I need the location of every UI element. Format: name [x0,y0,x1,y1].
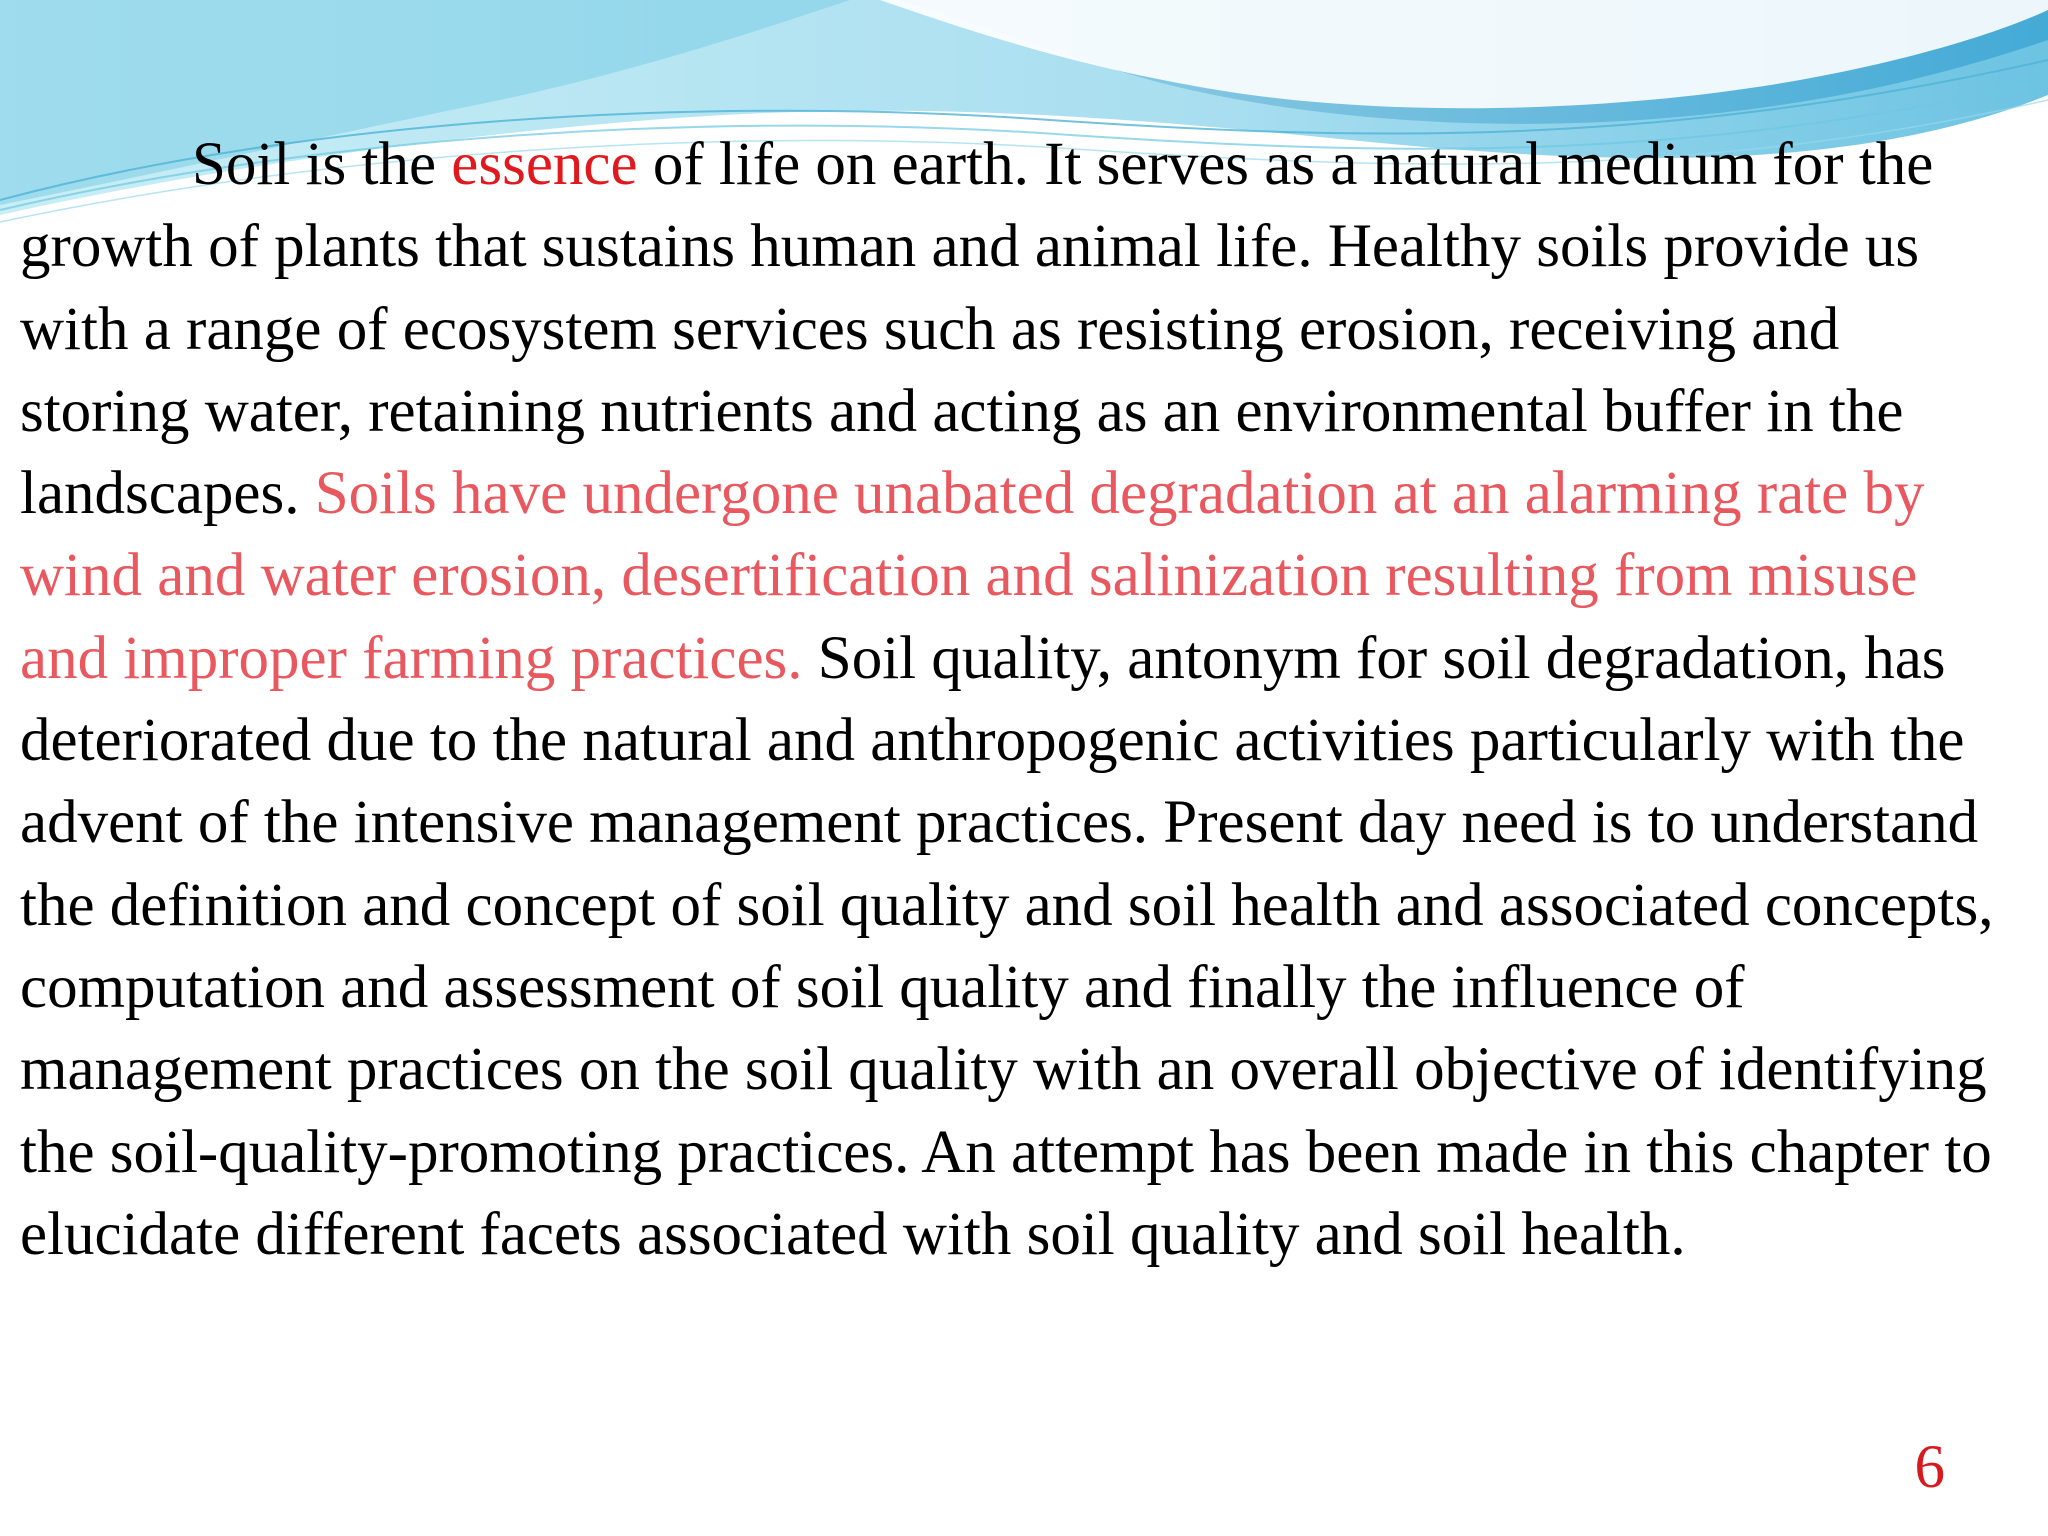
text-segment: Soil is the [192,131,452,198]
body-paragraph [20,124,2010,1276]
text-segment: Soil quality, antonym for soil degradation, has deteriorated due to the natural and anthropogenic activities particularly with the advent of the intensive management practices. Present day need is to understand the definition and concept of soil quality and soil health and associated concepts, computation and assessment of soil quality and finally the influence of management practices on the soil quality with an overall objective of identifying the soil-quality-promoting practices. An attempt has been made in this chapter to elucidate different facets associated with soil quality and soil health. [20,624,1994,1268]
highlight-degradation-sentence: Soils have undergone unabated degradation at an alarming rate by wind and water erosion, desertification and salinization resulting from misuse and improper farming practices. [20,460,1925,692]
page-number: 6 [1914,1434,1945,1501]
text-segment: of life on earth. It serves as a natural medium for the growth of plants that sustains human and animal life. Healthy soils provide us with a range of ecosystem services such as resisting erosion, receiving and storing water, retaining nutrients and acting as an environmental buffer in the landscapes. [20,131,1934,528]
highlight-essence: essence [451,131,638,198]
